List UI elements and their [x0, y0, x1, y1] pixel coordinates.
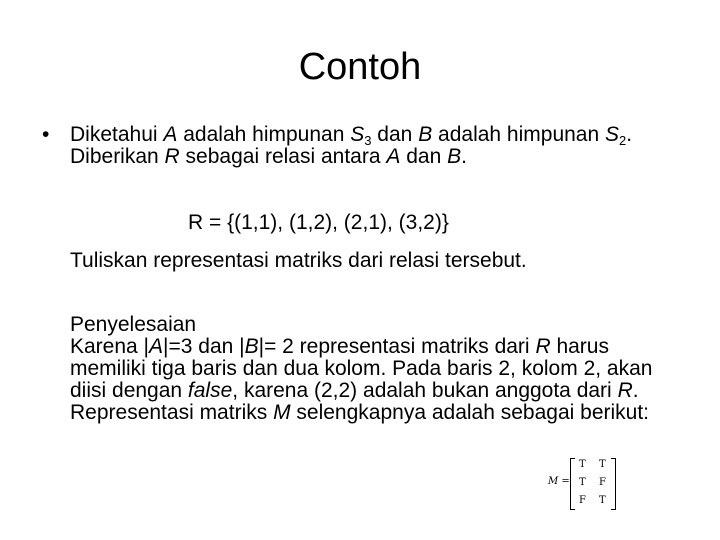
set-b: B: [244, 335, 259, 358]
solution-part: |=3 dan |: [163, 335, 245, 358]
set-a: A: [163, 123, 178, 146]
bullet-icon: •: [42, 123, 50, 146]
matrix-grid: [570, 458, 616, 510]
solution-part: . Representasi matriks: [70, 379, 639, 424]
matrix-figure: [548, 458, 618, 510]
relation-r: R: [617, 379, 633, 402]
relation-r: R: [535, 335, 551, 358]
matrix-cell: T: [599, 459, 606, 470]
set-s3: S: [350, 123, 365, 146]
matrix-cell: F: [599, 477, 606, 488]
matrix-m: M: [273, 401, 291, 424]
subscript-2: 2: [619, 133, 627, 148]
set-b: B: [447, 145, 462, 168]
solution-part: |= 2 representasi matriks dari: [258, 335, 536, 358]
set-a: A: [386, 145, 401, 168]
solution-part: selengkapnya adalah sebagai berikut:: [290, 401, 650, 424]
set-a: A: [149, 335, 164, 358]
problem-text: . Diberikan: [70, 123, 633, 168]
problem-text: adalah himpunan: [432, 123, 606, 146]
problem-text: sebagai relasi antara: [179, 145, 387, 168]
matrix-cell: T: [599, 495, 606, 506]
problem-text: adalah himpunan: [177, 123, 351, 146]
matrix-label: M =: [548, 476, 570, 487]
false-word: false: [187, 379, 233, 402]
relation-definition: R = {(1,1), (1,2), (2,1), (3,2)}: [188, 211, 449, 234]
solution-heading: Penyelesaian: [70, 313, 197, 336]
solution: [70, 314, 670, 424]
solution-part: , karena (2,2) adalah bukan anggota dari: [232, 379, 618, 402]
problem-text: dan: [371, 123, 419, 146]
right-bracket: [611, 458, 616, 510]
subscript-3: 3: [364, 133, 372, 148]
relation-r: R: [164, 145, 180, 168]
left-bracket: [570, 458, 575, 510]
solution-text: [70, 336, 670, 424]
problem-text: dan: [400, 145, 448, 168]
set-b: B: [418, 123, 433, 146]
problem-statement: [70, 124, 680, 168]
set-s2: S: [605, 123, 620, 146]
matrix-cell: F: [579, 495, 586, 506]
slide-title: Contoh: [298, 46, 422, 88]
matrix-cell: T: [579, 477, 586, 488]
solution-part: harus memiliki tiga baris dan dua kolom. Pada baris 2, kolom 2, akan diisi dengan: [70, 335, 653, 402]
problem-text: .: [461, 145, 467, 168]
problem-text: Diketahui: [70, 123, 164, 146]
instruction: Tuliskan representasi matriks dari relasi tersebut.: [70, 249, 527, 272]
matrix-cell: T: [579, 459, 586, 470]
solution-part: Karena |: [70, 335, 150, 358]
